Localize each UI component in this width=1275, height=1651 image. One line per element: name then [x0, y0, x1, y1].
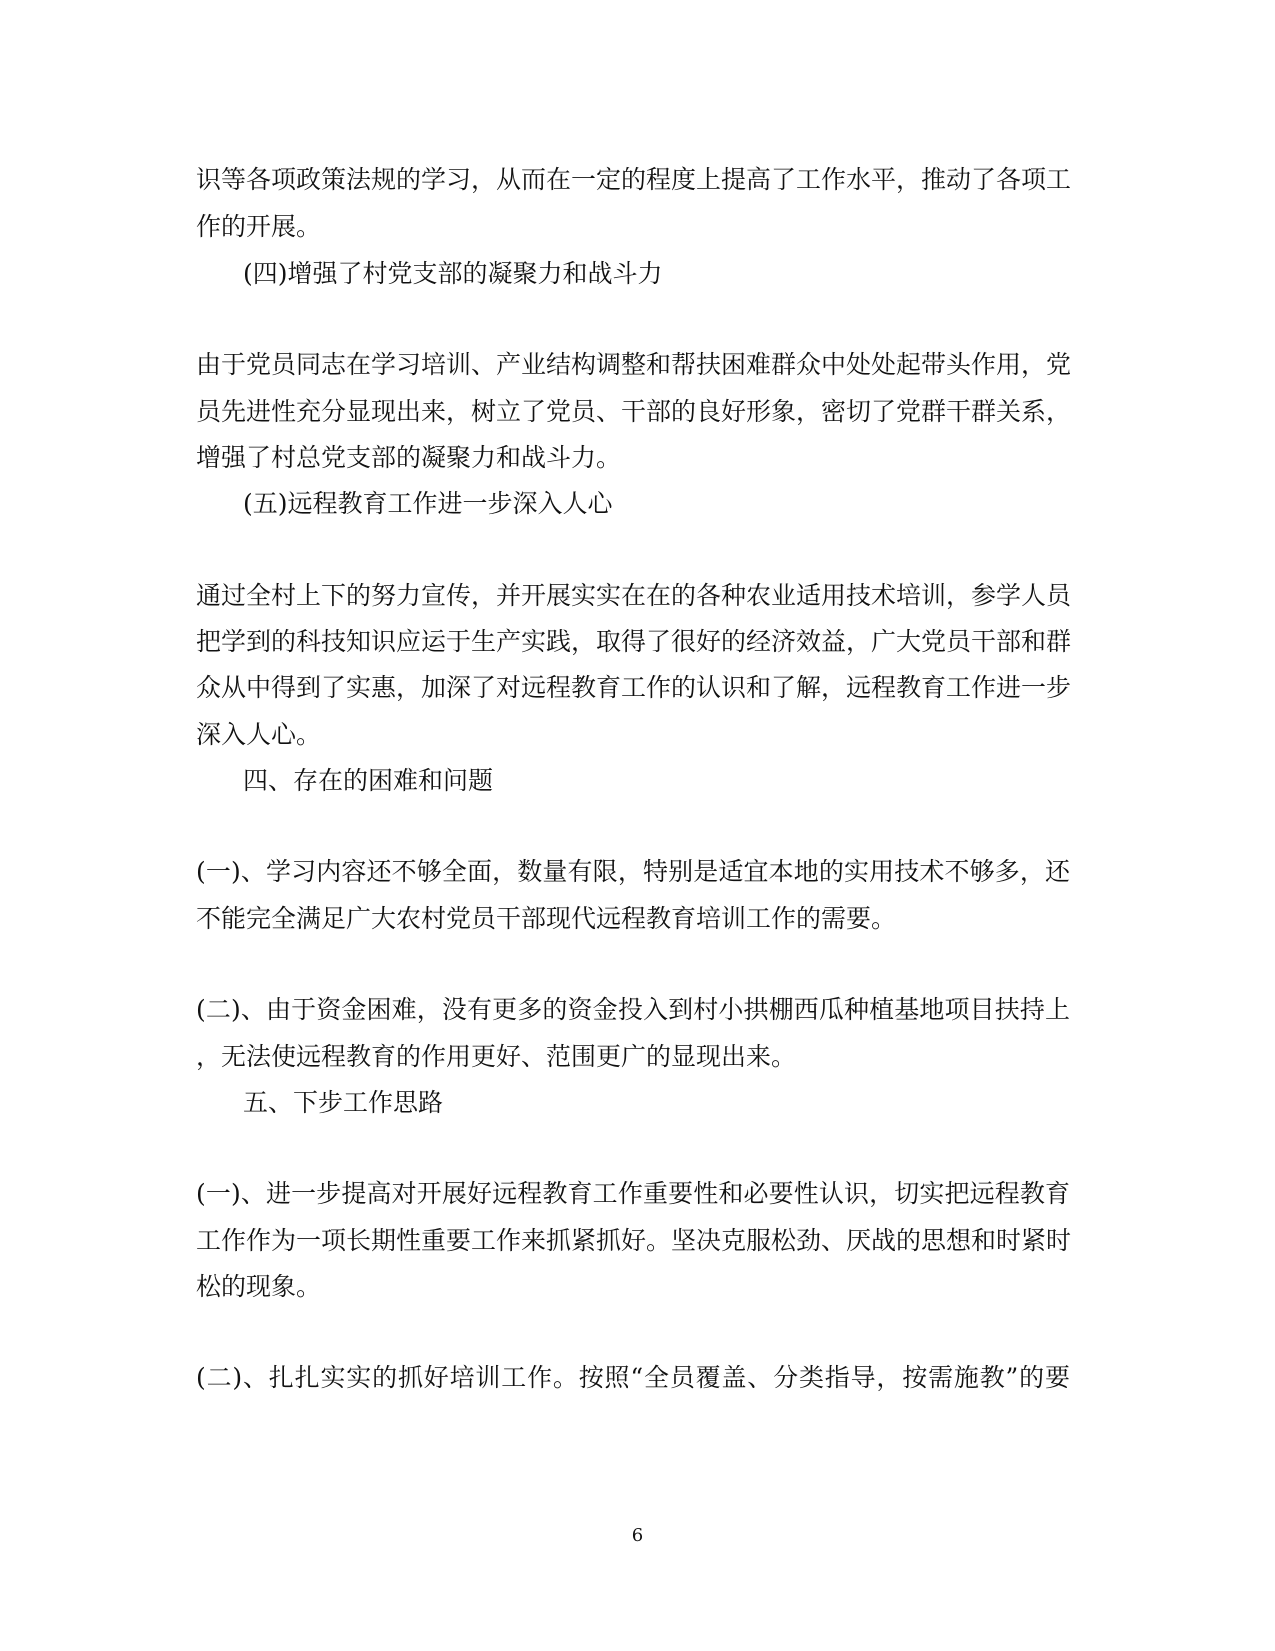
body-text-line: 由于党员同志在学习培训、产业结构调整和帮扶困难群众中处处起带头作用，党: [196, 350, 1072, 379]
section-heading: (五)远程教育工作进一步深入人心: [243, 489, 613, 518]
body-text-line: 识等各项政策法规的学习，从而在一定的程度上提高了工作水平，推动了各项工: [196, 165, 1072, 194]
body-text-line: 深入人心。: [196, 720, 322, 749]
body-text-line: 不能完全满足广大农村党员干部现代远程教育培训工作的需要。: [196, 904, 897, 933]
body-text-line: 员先进性充分显现出来，树立了党员、干部的良好形象，密切了党群干群关系，: [196, 397, 1072, 426]
body-text-line: 众从中得到了实惠，加深了对远程教育工作的认识和了解，远程教育工作进一步: [196, 673, 1072, 702]
body-text-line: 松的现象。: [196, 1272, 322, 1301]
body-text-line: 工作作为一项长期性重要工作来抓紧抓好。坚决克服松劲、厌战的思想和时紧时: [196, 1226, 1072, 1255]
section-heading: 四、存在的困难和问题: [243, 766, 494, 795]
body-text-line: 把学到的科技知识应运于生产实践，取得了很好的经济效益，广大党员干部和群: [196, 627, 1072, 656]
body-text-line: (一)、学习内容还不够全面，数量有限，特别是适宜本地的实用技术不够多，还: [196, 857, 1070, 886]
body-text-line: (一)、进一步提高对开展好远程教育工作重要性和必要性认识，切实把远程教育: [196, 1179, 1070, 1208]
section-heading: 五、下步工作思路: [243, 1088, 444, 1117]
body-text-line: (二)、扎扎实实的抓好培训工作。按照“全员覆盖、分类指导，按需施教”的要: [196, 1363, 1070, 1392]
section-heading: (四)增强了村党支部的凝聚力和战斗力: [243, 259, 663, 288]
body-text-line: (二)、由于资金困难，没有更多的资金投入到村小拱棚西瓜种植基地项目扶持上: [196, 995, 1070, 1024]
body-text-line: 作的开展。: [196, 212, 322, 241]
page-number: 6: [631, 1525, 644, 1546]
body-text-line: ，无法使远程教育的作用更好、范围更广的显现出来。: [196, 1042, 797, 1071]
body-text-line: 增强了村总党支部的凝聚力和战斗力。: [196, 443, 622, 472]
body-text-line: 通过全村上下的努力宣传，并开展实实在在的各种农业适用技术培训，参学人员: [196, 581, 1072, 610]
